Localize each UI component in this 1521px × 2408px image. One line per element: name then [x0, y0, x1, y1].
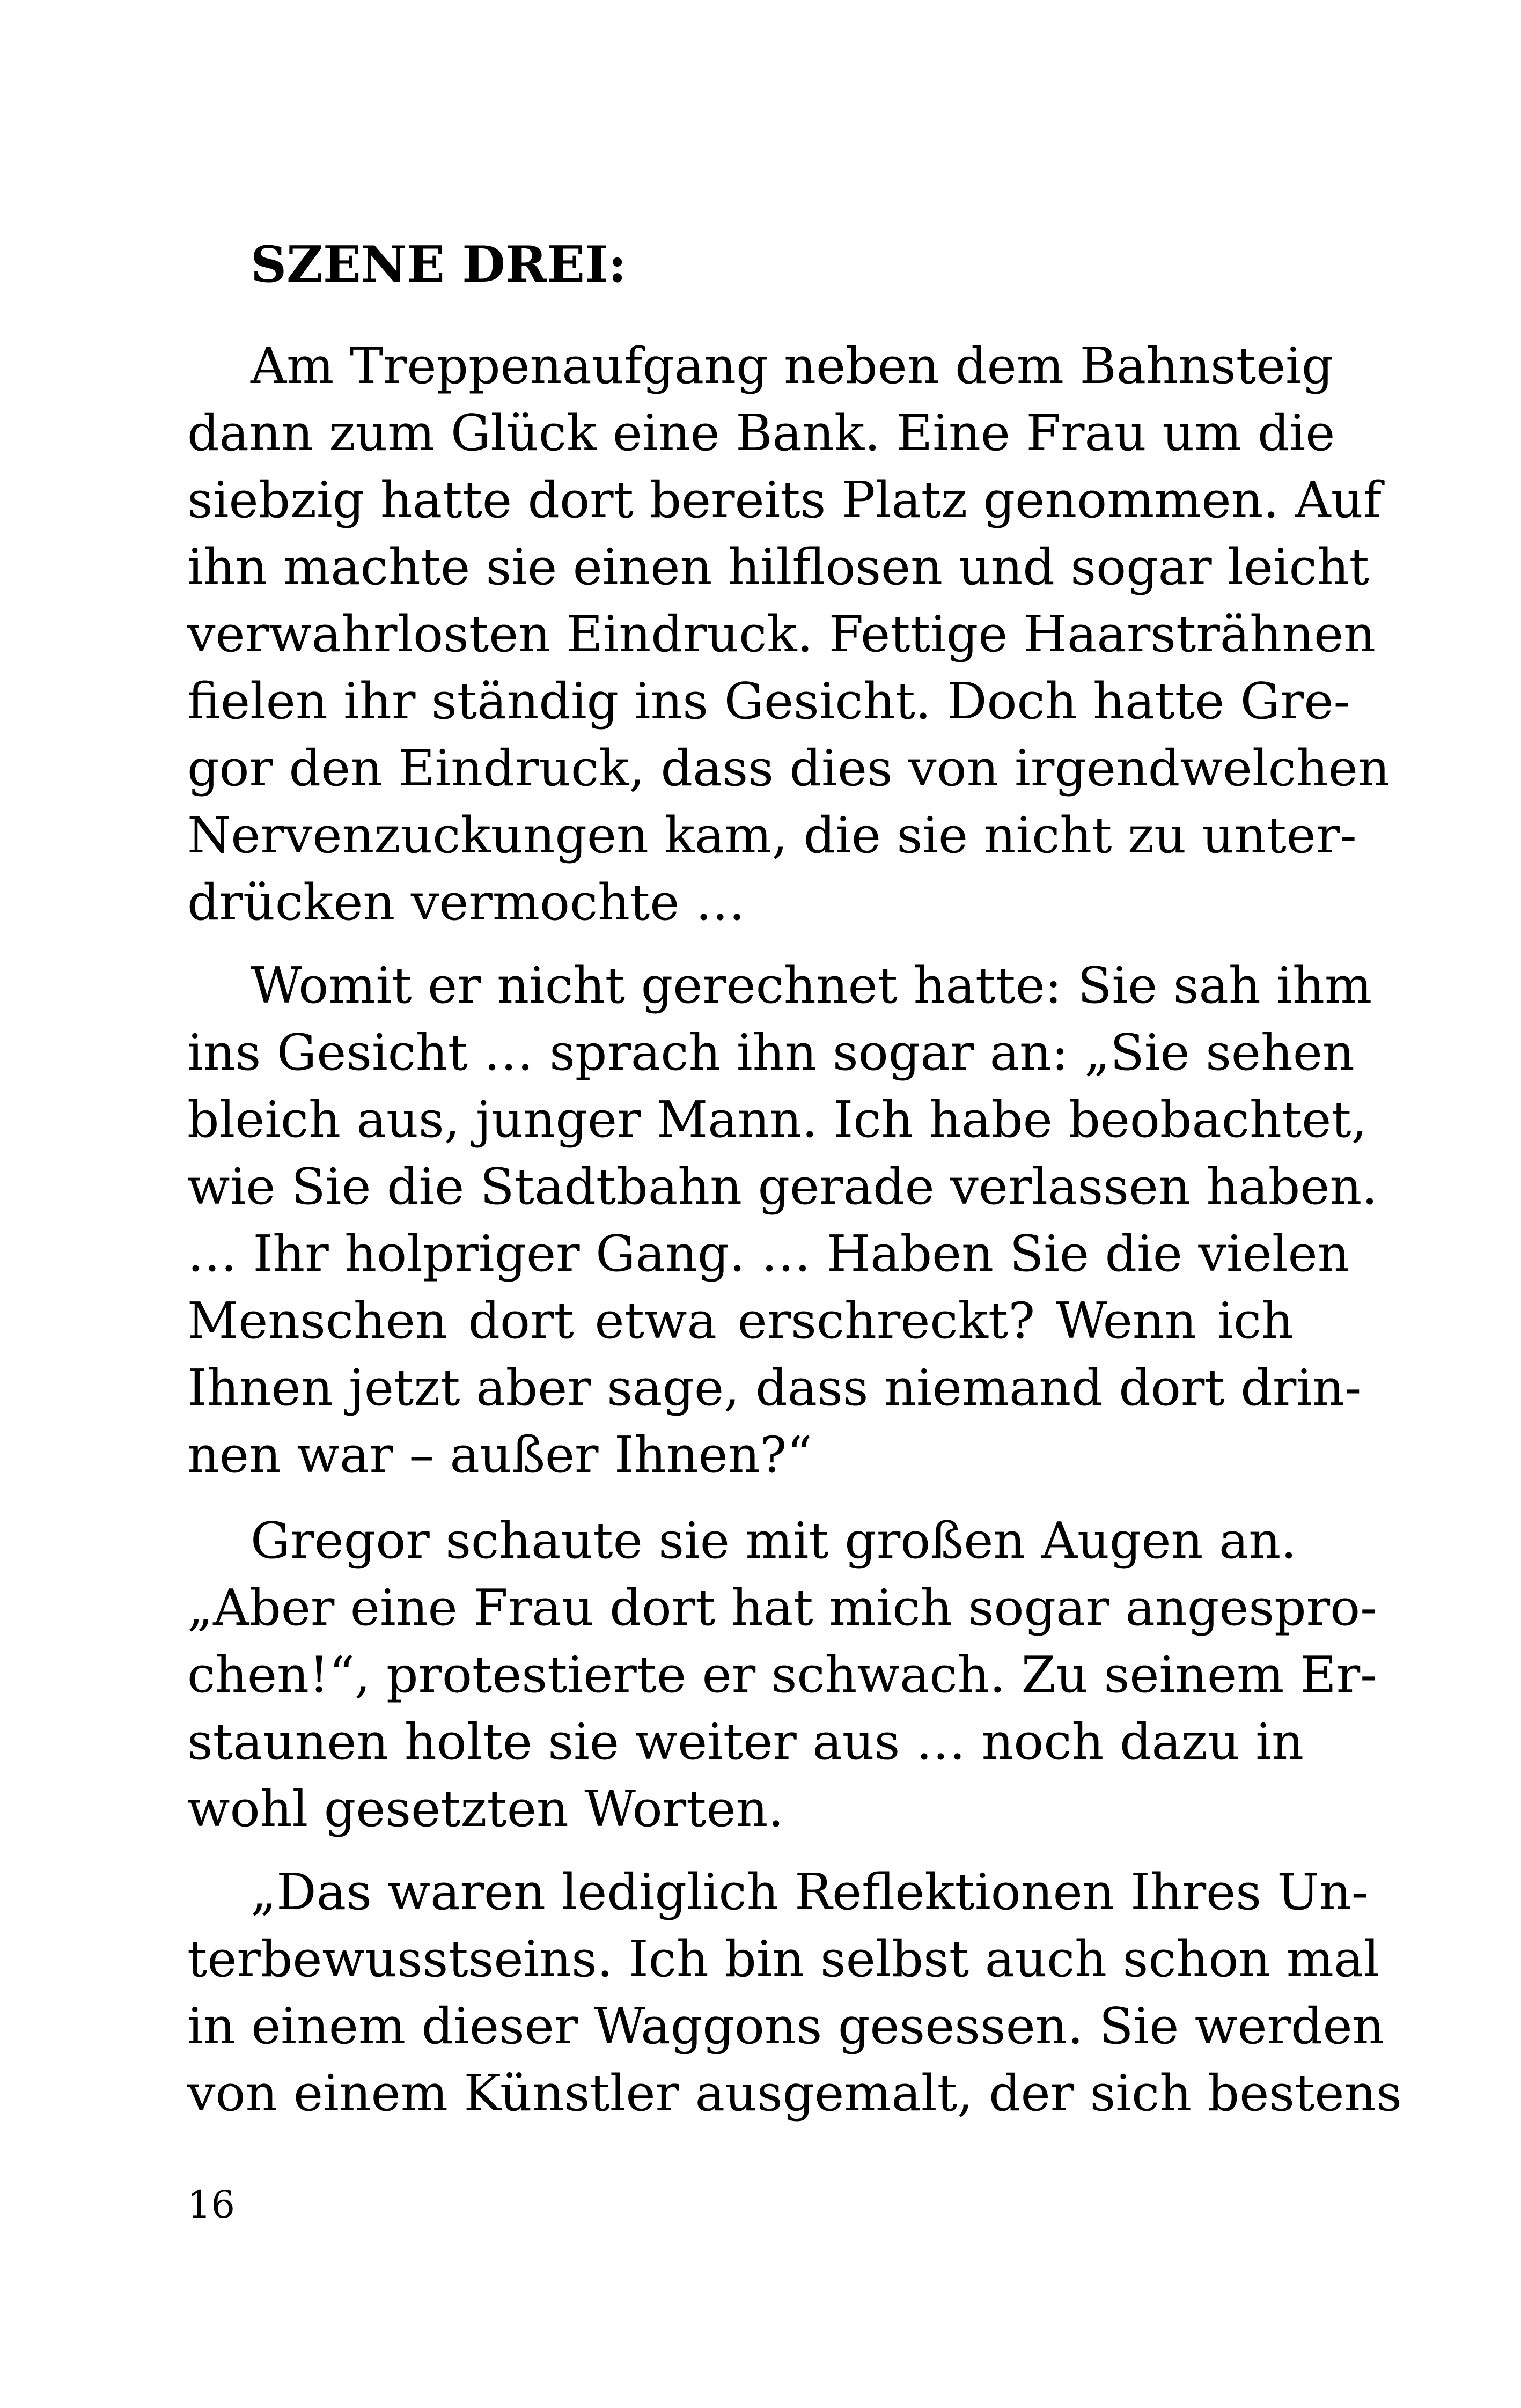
text-line: bleich aus, junger Mann. Ich habe beobachtet, [187, 1091, 1368, 1148]
text-line: staunen holte sie weiter aus … noch dazu in [187, 1713, 1304, 1771]
text-line: in einem dieser Waggons gesessen. Sie werden [187, 1997, 1385, 2055]
text-line: terbewusstseins. Ich bin selbst auch schon mal [187, 1930, 1380, 1988]
text-line: Ihnen jetzt aber sage, dass niemand dort drin- [187, 1359, 1362, 1417]
text-line: fielen ihr ständig ins Gesicht. Doch hatte Gre- [187, 672, 1350, 730]
text-line: verwahrlosten Eindruck. Fettige Haarsträhnen [187, 605, 1376, 663]
text-line: Am Treppenaufgang neben dem Bahnsteig [251, 337, 1334, 395]
page-number: 16 [187, 2183, 236, 2227]
scene-heading: SZENE DREI: [251, 235, 627, 293]
text-line: ihn machte sie einen hilflosen und sogar leicht [187, 538, 1370, 596]
text-line: drücken vermochte … [187, 873, 745, 931]
text-line: Gregor schaute sie mit großen Augen an. [251, 1512, 1297, 1570]
text-line: ins Gesicht … sprach ihn sogar an: „Sie sehen [187, 1023, 1355, 1081]
text-line: siebzig hatte dort bereits Platz genommen. Auf [187, 471, 1382, 529]
text-line: chen!“, protestierte er schwach. Zu seinem Er- [187, 1646, 1377, 1704]
text-line: … Ihr holpriger Gang. … Haben Sie die vielen [187, 1225, 1350, 1283]
text-line: Womit er nicht gerechnet hatte: Sie sah ihm [251, 956, 1372, 1014]
text-line: gor den Eindruck, dass dies von irgendwelchen [187, 739, 1390, 797]
text-line: Menschen dort etwa erschreckt? Wenn ich [187, 1292, 1294, 1350]
text-line: von einem Künstler ausgemalt, der sich bestens [187, 2064, 1402, 2122]
text-line: „Das waren lediglich Reflektionen Ihres Un- [251, 1863, 1369, 1921]
text-line: wie Sie die Stadtbahn gerade verlassen haben. [187, 1158, 1378, 1216]
text-line: wohl gesetzten Worten. [187, 1780, 784, 1838]
text-line: nen war – außer Ihnen?“ [187, 1426, 812, 1484]
text-line: Nervenzuckungen kam, die sie nicht zu unter- [187, 806, 1357, 864]
text-line: „Aber eine Frau dort hat mich sogar angespro- [187, 1579, 1377, 1637]
text-line: dann zum Glück eine Bank. Eine Frau um die [187, 404, 1335, 462]
